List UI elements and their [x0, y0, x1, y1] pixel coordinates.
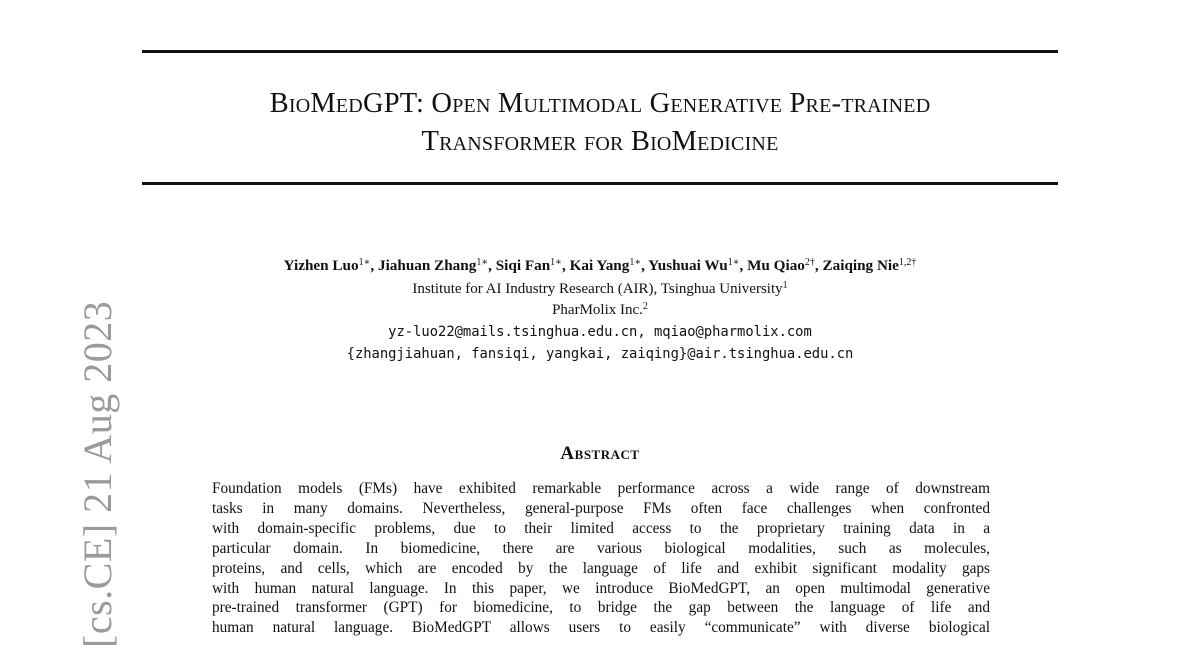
abstract-line: Foundation models (FMs) have exhibited remarkable performance across a wide range of downstream [212, 480, 990, 497]
affiliation-2-text: PharMolix Inc. [552, 302, 643, 318]
author-name: Mu Qiao [747, 257, 805, 274]
arxiv-side-stamp [24, 300, 120, 648]
abstract-line: particular domain. In biomedicine, there are various biological modalities, such as molecules, [212, 539, 990, 557]
author-name: Siqi Fan [495, 257, 551, 274]
author-affiliation-mark: 1∗ [629, 257, 642, 268]
author-name: Kai Yang [569, 257, 630, 274]
title-bottom-rule [142, 182, 1058, 185]
title-line-2: Transformer for BioMedicine [421, 126, 779, 157]
affiliation-1 [142, 279, 1058, 299]
abstract-line: tasks in many domains. Nevertheless, general-purpose FMs often face challenges when confronted [212, 499, 990, 517]
author-affiliation-mark: 1∗ [476, 257, 489, 268]
affiliation-2-mark: 2 [642, 301, 648, 312]
abstract-line: with domain-specific problems, due to their limited access to the proprietary training data in a [212, 519, 990, 537]
author-affiliation-mark: 1,2† [898, 257, 917, 268]
email-line-2: {zhangjiahuan, fansiqi, yangkai, zaiqing}@air.tsinghua.edu.cn [346, 346, 854, 362]
paper-title [142, 85, 1058, 161]
author-name: Jiahuan Zhang [377, 257, 477, 274]
abstract-line: human natural language. BioMedGPT allows users to easily “communicate” with diverse biological [212, 619, 990, 637]
abstract-line: with human natural language. In this paper, we introduce BioMedGPT, an open multimodal generative [212, 579, 990, 597]
title-top-rule [142, 50, 1058, 53]
author-affiliation-mark: 1∗ [727, 257, 740, 268]
author-affiliation-mark: 1∗ [550, 257, 562, 268]
abstract-line: pre-trained transformer (GPT) for biomedicine, to bridge the gap between the language of life and [212, 599, 990, 617]
title-line-1: BioMedGPT: Open Multimodal Generative Pre-trained [269, 88, 931, 119]
arxiv-stamp-text: [cs.CE] 21 Aug 2023 [75, 300, 120, 648]
abstract-body [212, 479, 990, 638]
author-list: Yizhen Luo$^{1∗}$, Jiahuan Zhang$^{1∗}$, Siqi Fan$^{1∗}$, Kai Yang$^{1∗}$, Yushuai $Wu^{1∗}$, Mu Qiao$^{2\dagger}$, Zaiqing Nie$^{1,2\dagger}$ [283, 257, 917, 274]
affiliation-1-text: Institute for AI Industry Research (AIR), Tsinghua University [412, 281, 783, 297]
affiliation-2 [142, 300, 1058, 320]
abstract-heading: Abstract [560, 443, 640, 464]
author-affiliation-mark: 1∗ [358, 257, 371, 268]
author-name: Zaiqing Nie [822, 257, 899, 274]
abstract-line: proteins, and cells, which are encoded by the language of life and exhibit significant modality gaps [212, 559, 990, 577]
author-name: Yushuai Wu [648, 257, 728, 274]
affiliation-1-mark: 1 [782, 280, 788, 291]
author-affiliation-mark: 2† [804, 257, 815, 268]
author-name: Yizhen Luo [283, 257, 359, 274]
email-line-1: yz-luo22@mails.tsinghua.edu.cn, mqiao@pharmolix.com [388, 324, 812, 340]
